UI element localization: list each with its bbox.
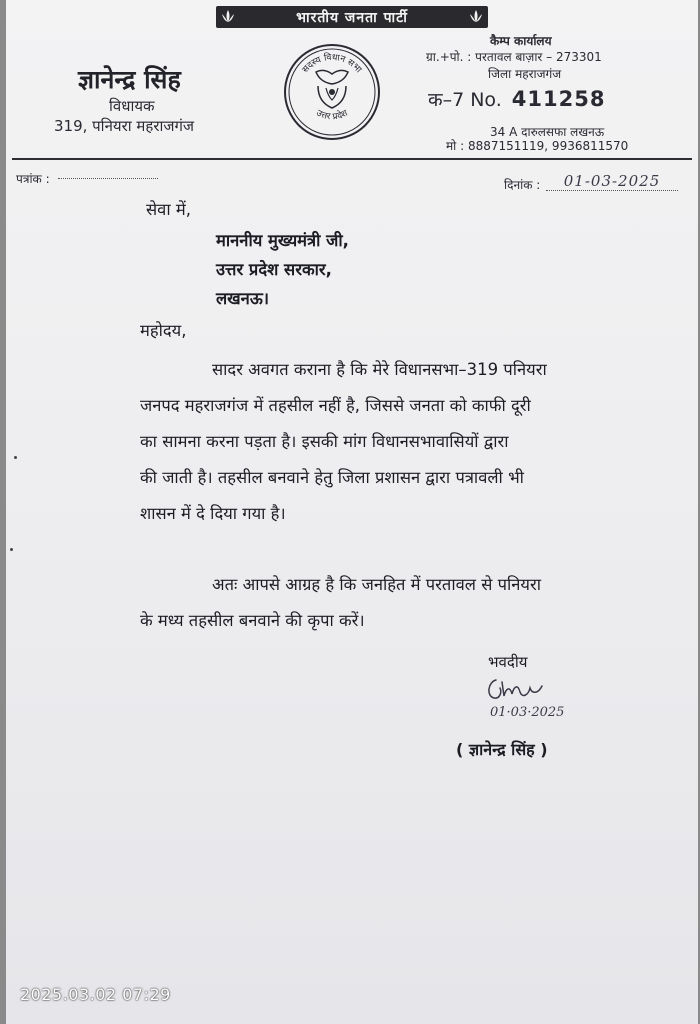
recipient-line-1: माननीय मुख्यमंत्री जी,	[216, 231, 349, 250]
signature-date: 01·03·2025	[490, 705, 565, 720]
seal-top-text: सदस्य विधान सभा	[300, 52, 364, 76]
lotus-icon	[220, 9, 236, 23]
date-label: दिनांक :	[504, 178, 541, 192]
letter-sheet	[6, 0, 698, 1024]
paragraph-line: सादर अवगत कराना है कि मेरे विधानसभा–319 पनियरा	[212, 360, 547, 379]
paragraph-line: का सामना करना पड़ता है। इसकी मांग विधानसभावासियों द्वारा	[140, 432, 509, 451]
date-value-handwritten: 01-03-2025	[546, 172, 678, 191]
reference-label: पत्रांक :	[16, 172, 50, 186]
mla-designation: विधायक	[109, 97, 155, 115]
mla-constituency: 319, पनियरा महराजगंज	[54, 117, 195, 135]
party-banner	[216, 6, 488, 28]
handwritten-signature	[482, 672, 552, 706]
recipient-line-3: लखनऊ।	[216, 289, 270, 308]
seal-bottom-text: उत्तर प्रदेश	[314, 108, 350, 123]
lotus-icon	[468, 9, 484, 23]
reference-blank-line	[58, 178, 158, 179]
paper-speck	[10, 548, 13, 551]
mla-name: ज्ञानेन्द्र सिंह	[78, 65, 181, 94]
serial-prefix: क–7 No.	[428, 89, 502, 111]
salutation: सेवा में,	[146, 200, 191, 219]
paragraph-line: की जाती है। तहसील बनवाने हेतु जिला प्रशासन द्वारा पत्रावली भी	[140, 468, 524, 487]
greeting: महोदय,	[140, 321, 187, 340]
mobile-numbers: मो : 8887151119, 9936811570	[446, 139, 629, 153]
assembly-seal-icon	[282, 42, 382, 142]
serial-number-block	[428, 86, 605, 112]
camp-office-title: कैम्प कार्यालय	[490, 34, 552, 48]
recipient-line-2: उत्तर प्रदेश सरकार,	[216, 260, 332, 279]
paragraph-1	[140, 352, 547, 532]
serial-number: 411258	[511, 87, 606, 111]
paragraph-line: के मध्य तहसील बनवाने की कृपा करें।	[140, 611, 365, 630]
camp-office-district: जिला महराजगंज	[488, 67, 562, 81]
paragraph-line: शासन में दे दिया गया है।	[140, 504, 286, 523]
signer-name: ( ज्ञानेन्द्र सिंह )	[456, 740, 548, 759]
paragraph-line: जनपद महराजगंज में तहसील नहीं है, जिससे जनता को काफी दूरी	[140, 396, 531, 415]
paragraph-2	[140, 567, 541, 639]
photo-timestamp: 2025.03.02 07:29	[20, 985, 171, 1004]
party-name: भारतीय जनता पार्टी	[296, 9, 408, 26]
letterhead-divider	[12, 158, 692, 160]
camp-office-address: ग्रा.+पो. : परतावल बाज़ार – 273301	[426, 50, 602, 64]
paragraph-line: अतः आपसे आग्रह है कि जनहित में परतावल से पनियरा	[212, 575, 541, 594]
svg-text:उत्तर प्रदेश	[315, 108, 351, 122]
paper-speck	[14, 456, 17, 459]
closing: भवदीय	[488, 653, 528, 671]
lucknow-address: 34 A दारुलसफा लखनऊ	[490, 125, 605, 139]
